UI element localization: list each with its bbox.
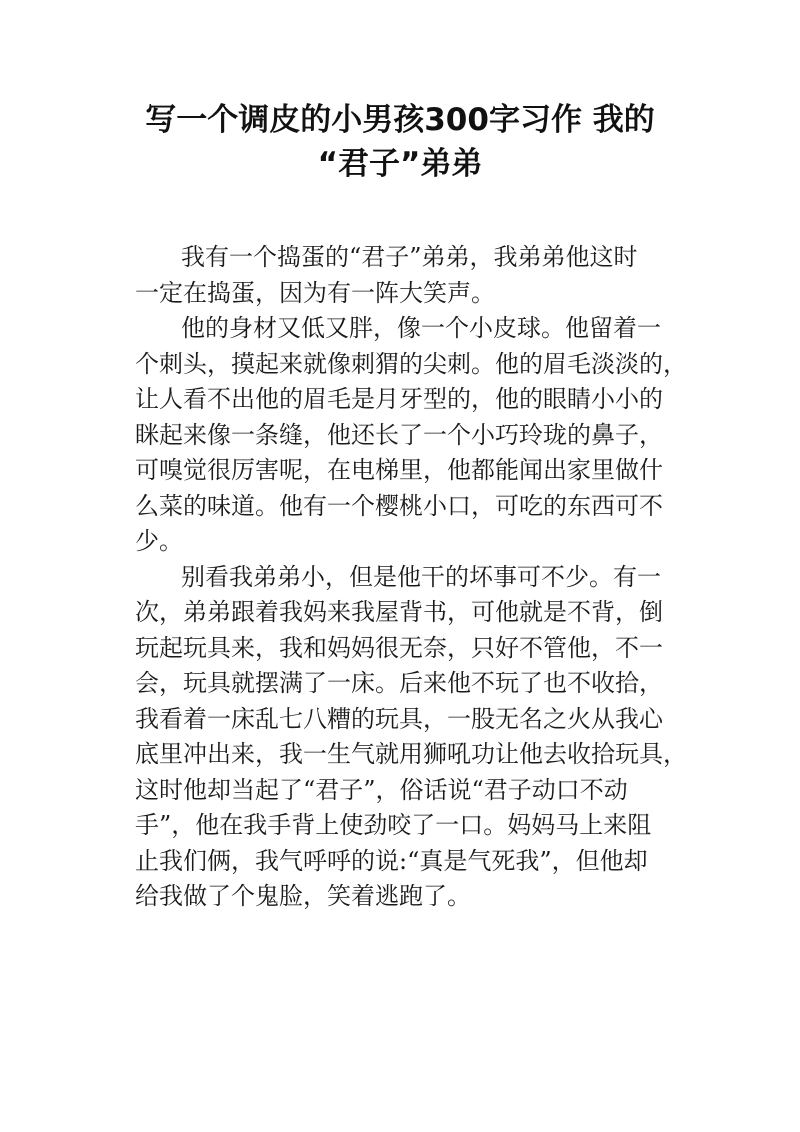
paragraph-3-line: 会，玩具就摆满了一床。后来他不玩了也不收拾，: [135, 669, 663, 697]
paragraph-2-line: 可嗅觉很厉害呢，在电梯里，他都能闻出家里做什: [135, 456, 663, 484]
document-title: [120, 98, 680, 186]
paragraph-1-line: 一定在捣蛋，因为有一阵大笑声。: [135, 278, 495, 307]
paragraph-2-line: 让人看不出他的眉毛是月牙型的，他的眼睛小小的: [135, 385, 663, 413]
paragraph-2-line: 个刺头，摸起来就像刺猬的尖刺。他的眉毛淡淡的，: [135, 349, 687, 378]
paragraph-3-line: 底里冲出来，我一生气就用狮吼功让他去收拾玩具，: [135, 740, 687, 768]
paragraph-2-line: 他的身材又低又胖，像一个小皮球。他留着一: [181, 314, 661, 342]
paragraph-1-line: 我有一个捣蛋的“君子”弟弟，我弟弟他这时: [181, 243, 638, 271]
paragraph-3-line: 次，弟弟跟着我妈来我屋背书，可他就是不背，倒: [135, 598, 663, 626]
paragraph-3-line: 玩起玩具来，我和妈妈很无奈，只好不管他，不一: [135, 633, 663, 662]
paragraph-3-line: 手”，他在我手背上使劲咬了一口。妈妈马上来阻: [135, 811, 652, 839]
paragraph-2-line: 少。: [135, 527, 183, 555]
title-line: 写一个调皮的小男孩300字习作 我的: [145, 102, 655, 138]
paragraph-3-line: 这时他却当起了“君子”，俗话说“君子动口不动: [135, 775, 628, 804]
paragraph-3-line: 给我做了个鬼脸，笑着逃跑了。: [135, 882, 471, 910]
paragraph-2-line: 么菜的味道。他有一个樱桃小口，可吃的东西可不: [135, 491, 663, 520]
paragraph-3-line: 我看着一床乱七八糟的玩具，一股无名之火从我心: [135, 704, 663, 733]
paragraph-2-line: 眯起来像一条缝，他还长了一个小巧玲珑的鼻子，: [135, 420, 663, 449]
paragraph-3-line: 别看我弟弟小，但是他干的坏事可不少。有一: [181, 562, 661, 591]
paragraph-3-line: 止我们俩，我气呼呼的说:“真是气死我”，但他却: [135, 846, 648, 875]
title-line: “君子”弟弟: [317, 146, 483, 182]
essay-body: [135, 240, 687, 915]
